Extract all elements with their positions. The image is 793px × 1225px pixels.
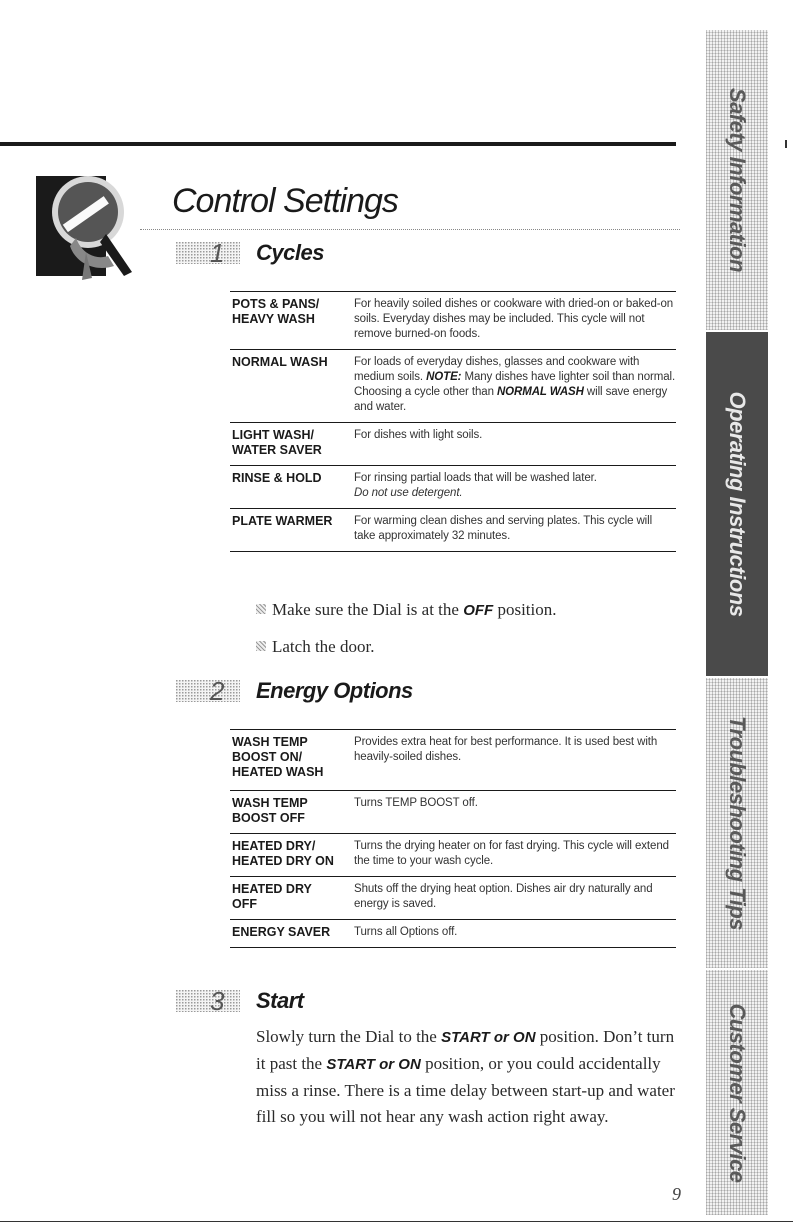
energy-row-temp-boost-off [230, 790, 676, 833]
cycle-description: For dishes with light soils. [354, 429, 483, 441]
cycle-description: For warming clean dishes and serving plates. This cycle will take approximately 32 minutes. [354, 515, 653, 542]
bottom-rule [0, 1221, 793, 1222]
cycle-row-rinse-hold [230, 465, 676, 508]
start-instructions: Slowly turn the Dial to the START or ON position. Don’t turn it past the START or ON position, or you could accidentally miss a rinse. There is a time delay between start-up and water fill so you will not hear any wash action right away. [256, 1027, 675, 1126]
step-1-badge-icon [176, 236, 248, 270]
page-number: 9 [672, 1184, 681, 1204]
dial-hand-logo-icon [36, 168, 136, 286]
top-rule [0, 142, 676, 146]
step-2-badge-icon [176, 674, 248, 708]
tab-customer-service[interactable] [706, 970, 768, 1215]
energy-row-heated-dry-on [230, 833, 676, 876]
page-title: Control Settings [172, 182, 398, 220]
svg-text:1: 1 [210, 238, 225, 268]
option-description: Turns all Options off. [354, 926, 458, 938]
energy-row-heated-dry-off [230, 876, 676, 919]
cycles-heading: Cycles [256, 240, 324, 265]
cycle-description: For loads of everyday dishes, glasses and cookware with medium soils. NOTE: Many dishes have lighter soil than normal. Choosing a cycle other than NORMAL WASH will save energy and water. [354, 356, 676, 413]
tab-safety-information[interactable] [706, 30, 768, 330]
tab-operating-instructions[interactable] [706, 332, 768, 676]
energy-options-heading: Energy Options [256, 678, 413, 703]
cycle-description: For heavily soiled dishes or cookware with dried-on or baked-on soils. Everyday dishes may be included. This cycle will not remove burned-on foods. [354, 298, 674, 340]
cycle-row-plate-warmer [230, 508, 676, 552]
svg-text:2: 2 [210, 676, 225, 706]
side-section-tabs [706, 30, 768, 1215]
cycle-name: POTS & PANS/ HEAVY WASH [232, 297, 320, 326]
svg-text:3: 3 [210, 986, 225, 1016]
energy-row-temp-boost-on [230, 729, 676, 790]
tab-label: Operating Instructions [725, 391, 750, 617]
option-description: Turns the drying heater on for fast drying. This cycle will extend the time to your wash cycle. [354, 840, 669, 867]
title-underline [140, 229, 680, 230]
bullet-icon [256, 604, 266, 614]
bullet-icon [256, 641, 266, 651]
cycle-name: RINSE & HOLD [232, 471, 322, 485]
option-name: ENERGY SAVER [232, 925, 331, 939]
option-name: WASH TEMP BOOST OFF [232, 796, 308, 825]
step-3-badge-icon [176, 984, 248, 1018]
option-description: Provides extra heat for best performance. It is used best with heavily-soiled dishes. [354, 736, 658, 763]
tab-label: Safety Information [725, 87, 750, 273]
tab-label: Customer Service [725, 1002, 750, 1183]
option-name: HEATED DRY OFF [232, 882, 312, 911]
cycle-name: LIGHT WASH/ WATER SAVER [232, 428, 322, 457]
cycle-name: PLATE WARMER [232, 514, 333, 528]
tab-troubleshooting-tips[interactable] [706, 678, 768, 968]
cycle-row-light-wash [230, 422, 676, 465]
cycle-description: For rinsing partial loads that will be washed later. Do not use detergent. [354, 472, 597, 499]
option-description: Turns TEMP BOOST off. [354, 797, 478, 809]
option-description: Shuts off the drying heat option. Dishes air dry naturally and energy is saved. [354, 883, 653, 910]
option-name: WASH TEMP BOOST ON/ HEATED WASH [232, 735, 324, 779]
page-edge-mark [785, 140, 787, 148]
instruction-latch-door: Latch the door. [256, 637, 374, 657]
instruction-dial-off: Make sure the Dial is at the OFF position. [256, 600, 557, 620]
cycle-row-normal-wash [230, 349, 676, 422]
energy-row-energy-saver [230, 919, 676, 948]
start-heading: Start [256, 988, 304, 1013]
tab-label: Troubleshooting Tips [725, 715, 750, 931]
cycle-name: NORMAL WASH [232, 355, 328, 369]
cycles-table [230, 291, 676, 552]
option-name: HEATED DRY/ HEATED DRY ON [232, 839, 334, 868]
cycle-row-pots-pans [230, 291, 676, 349]
energy-options-table [230, 729, 676, 948]
